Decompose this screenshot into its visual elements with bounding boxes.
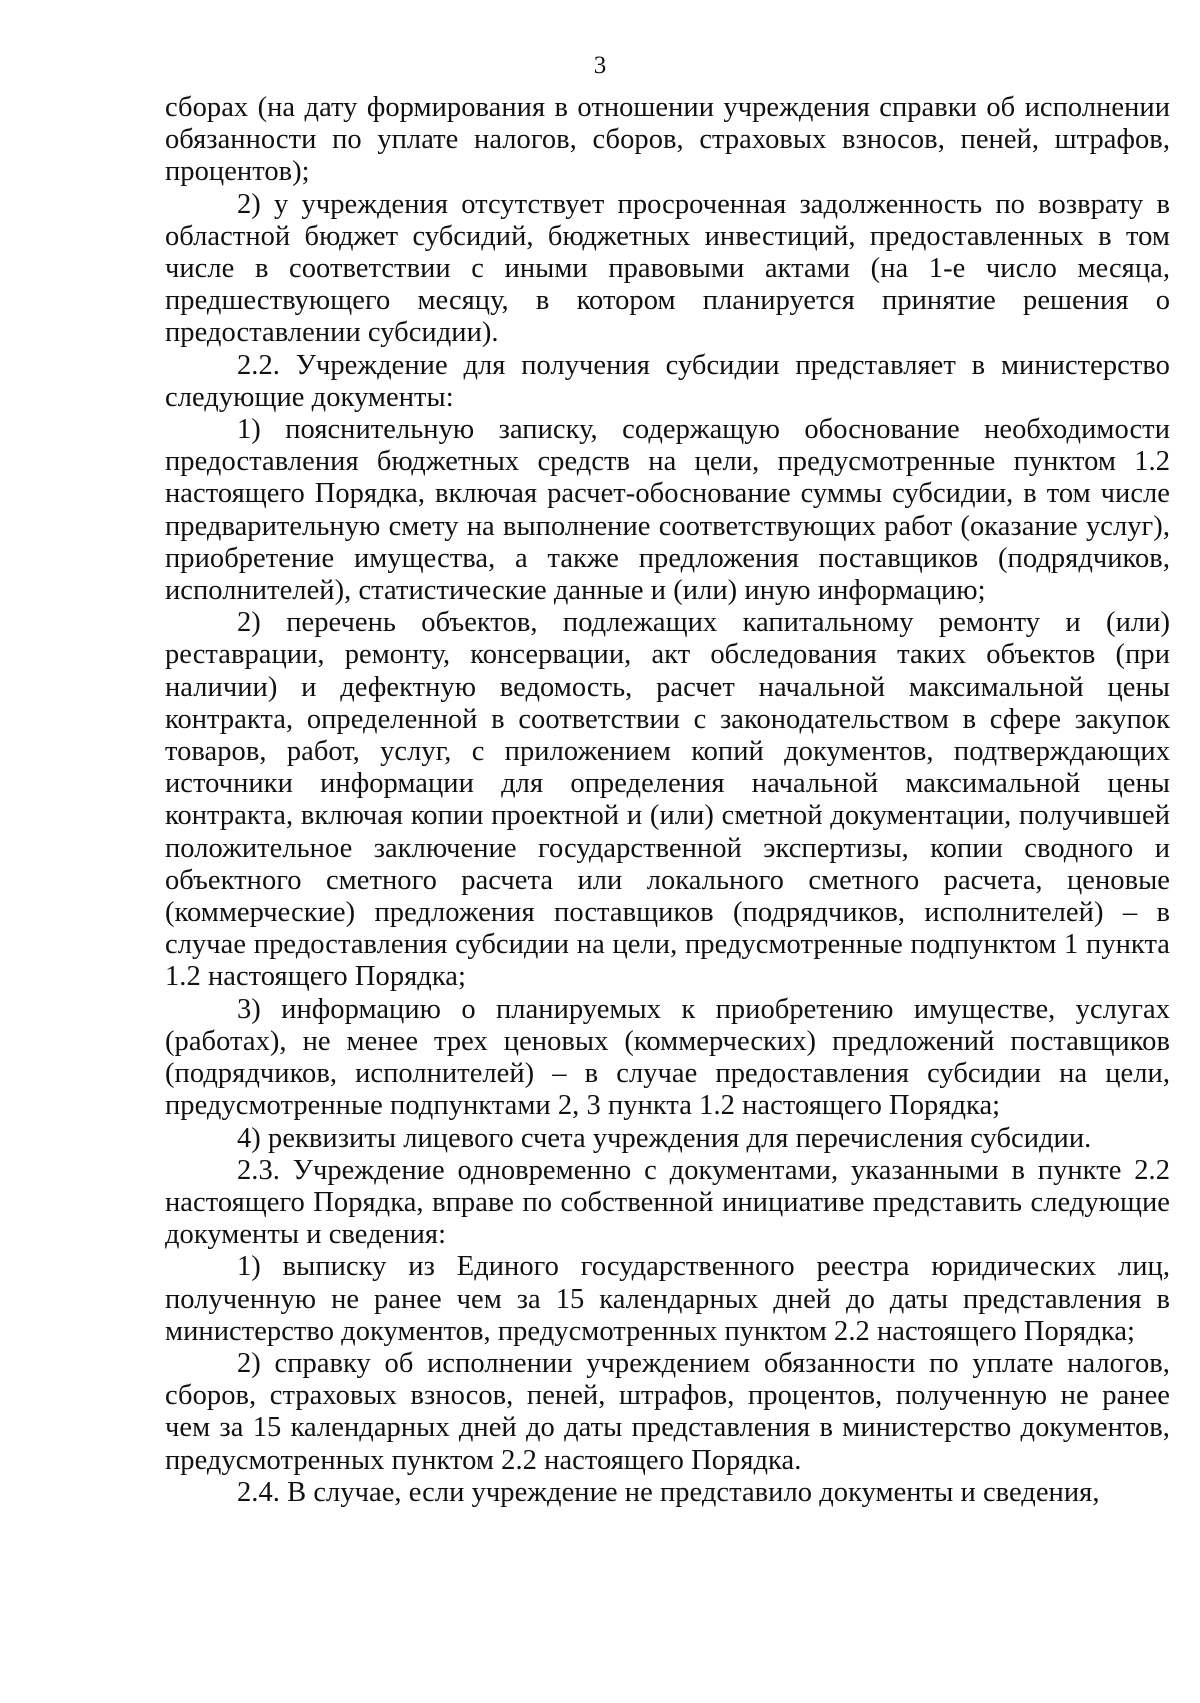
paragraph-tax-certificate: 2) справку об исполнении учреждением обязанности по уплате налогов, сборов, страховых взносов, пеней, штрафов, процентов, полученную не ранее чем за 15 календарных дней до даты представления в министерство документов, предусмотренных пунктом 2.2 настоящего Порядка. <box>165 1347 1170 1476</box>
page-number: 3 <box>593 52 607 79</box>
paragraph-continuation: сборах (на дату формирования в отношении учреждения справки об исполнении обязанности по уплате налогов, сборов, страховых взносов, пеней, штрафов, процентов); <box>165 92 1170 188</box>
paragraph-planned-property: 3) информацию о планируемых к приобретению имуществе, услугах (работах), не менее трех ценовых (коммерческих) предложений поставщиков (подрядчиков, исполнителей) – в случае предоставления субсидии на цели, предусмотренные подпунктами 2, 3 пункта 1.2 настоящего Порядка; <box>165 993 1170 1122</box>
paragraph-item-2-no-debt: 2) у учреждения отсутствует просроченная задолженность по возврату в областной бюджет субсидий, бюджетных инвестиций, предоставленных в том числе в соответствии с иными правовыми актами (на 1-е число месяца, предшествующего месяцу, в котором планируется принятие решения о предоставлении субсидии). <box>165 188 1170 349</box>
paragraph-account-details: 4) реквизиты лицевого счета учреждения для перечисления субсидии. <box>237 1122 1092 1154</box>
paragraph-section-2-3: 2.3. Учреждение одновременно с документами, указанными в пункте 2.2 настоящего Порядка, вправе по собственной инициативе представить следующие документы и сведения: <box>165 1154 1170 1251</box>
paragraph-objects-list: 2) перечень объектов, подлежащих капитальному ремонту и (или) реставрации, ремонту, консервации, акт обследования таких объектов (при наличии) и дефектную ведомость, расчет начальной максимальной цены контракта, определенной в соответствии с законодательством в сфере закупок товаров, работ, услуг, с приложением копий документов, подтверждающих источники информации для определения начальной максимальной цены контракта, включая копии проектной и (или) сметной документации, получившей положительное заключение государственной экспертизы, копии сводного и объектного сметного расчета или локального сметного расчета, ценовые (коммерческие) предложения поставщиков (подрядчиков, исполнителей) – в случае предоставления субсидии на цели, предусмотренные подпунктом 1 пункта 1.2 настоящего Порядка; <box>165 607 1170 993</box>
document-body <box>165 92 1170 1509</box>
paragraph-section-2-4: 2.4. В случае, если учреждение не представило документы и сведения, <box>237 1476 1100 1508</box>
paragraph-explanatory-note: 1) пояснительную записку, содержащую обоснование необходимости предоставления бюджетных средств на цели, предусмотренные пунктом 1.2 настоящего Порядка, включая расчет-обоснование суммы субсидии, в том числе предварительную смету на выполнение соответствующих работ (оказание услуг), приобретение имущества, а также предложения поставщиков (подрядчиков, исполнителей), статистические данные и (или) иную информацию; <box>165 414 1170 607</box>
paragraph-registry-extract: 1) выписку из Единого государственного реестра юридических лиц, полученную не ранее чем за 15 календарных дней до даты представления в министерство документов, предусмотренных пунктом 2.2 настоящего Порядка; <box>165 1251 1170 1347</box>
paragraph-section-2-2: 2.2. Учреждение для получения субсидии представляет в министерство следующие документы: <box>165 349 1170 413</box>
